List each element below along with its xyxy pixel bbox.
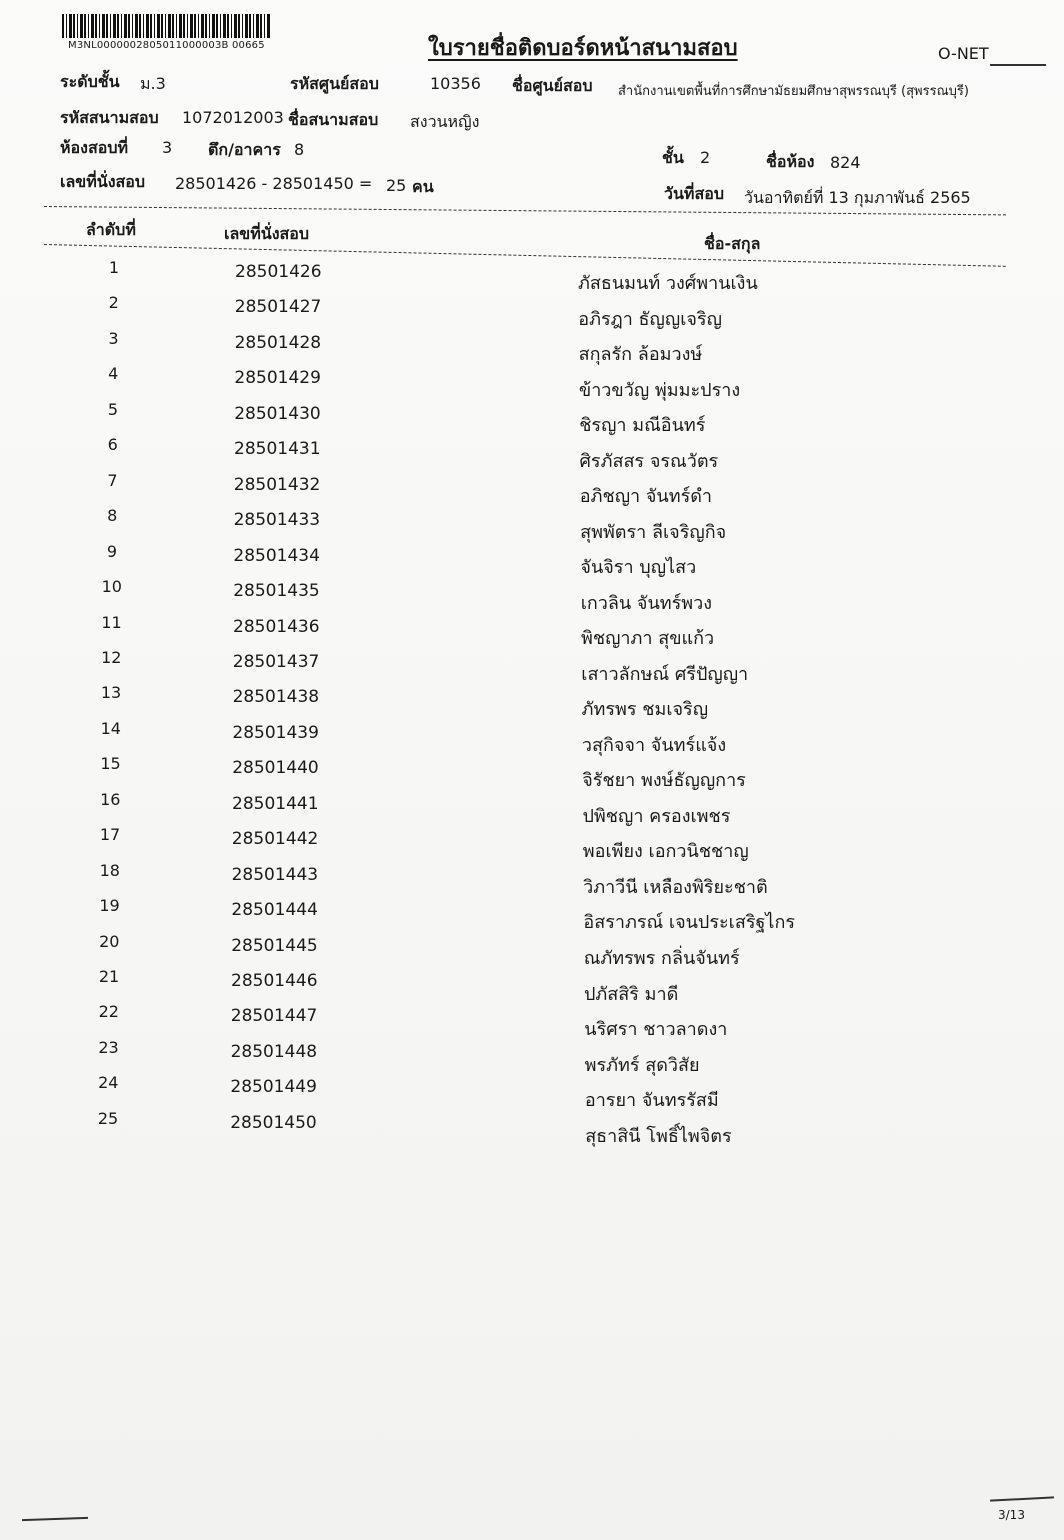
date-value: วันอาทิตย์ที่ 13 กุมภาพันธ์ 2565 [744,188,971,207]
row-student-name: พรภัทร์ สุดวิสัย [584,1054,700,1076]
row-seat-number: 28501444 [231,900,318,921]
row-student-name: สกุลรัก ล้อมวงษ์ [578,344,703,366]
row-number: 25 [97,1108,119,1128]
margin-mark [22,1517,88,1521]
row-student-name: สุธาสินี โพธิ์ไพจิตร [585,1125,732,1147]
row-number: 11 [101,612,122,632]
page-number: 3/13 [998,1508,1025,1522]
row-student-name: อภิรฎา ธัญญเจริญ [578,308,722,330]
row-student-name: ข้าวขวัญ พุ่มมะปราง [578,379,741,401]
row-seat-number: 28501449 [230,1077,317,1098]
column-header-name: ชื่อ-สกุล [704,234,761,253]
page-number-line [990,1496,1054,1501]
row-seat-number: 28501439 [232,722,319,743]
row-number: 20 [99,931,120,951]
row-seat-number: 28501432 [233,474,321,495]
row-number: 16 [100,789,121,809]
row-student-name: อภิชญา จันทร์ดำ [579,486,713,508]
row-number: 7 [107,470,118,490]
row-number: 15 [100,754,121,774]
center-name-value: สำนักงานเขตพื้นที่การศึกษามัธยมศึกษาสุพรรณบุรี (สุพรรณบุรี) [618,84,969,99]
row-seat-number: 28501427 [234,297,322,318]
row-number: 18 [99,860,120,880]
building-label: ตึก/อาคาร [208,140,281,159]
building-value: 8 [294,140,305,159]
site-name-value: สงวนหญิง [410,112,480,131]
row-seat-number: 28501429 [234,368,321,389]
row-seat-number: 28501438 [232,687,320,708]
row-number: 5 [107,399,119,419]
row-student-name: วิภาวีนี เหลืองพิริยะชาติ [583,876,768,898]
row-number: 3 [108,328,119,348]
row-seat-number: 28501433 [233,510,321,531]
row-student-name: ภัสธนมนท์ วงศ์พานเงิน [578,273,758,294]
exam-type-underline [990,64,1046,66]
row-number: 4 [108,364,119,384]
row-seat-number: 28501450 [230,1112,317,1133]
center-code-value: 10356 [430,74,481,93]
row-student-name: จิรัชยา พงษ์ธัญญการ [582,770,746,792]
row-seat-number: 28501431 [234,439,321,460]
center-name-label: ชื่อศูนย์สอบ [512,76,593,95]
row-student-name: อารยา จันทรรัสมี [584,1090,719,1112]
row-student-name: ภัทรพร ชมเจริญ [581,699,709,721]
row-seat-number: 28501437 [232,651,320,672]
row-student-name: นริศรา ชาวลาดงา [584,1019,728,1041]
row-number: 23 [98,1037,119,1057]
row-number: 22 [98,1002,119,1022]
row-student-name: เกวลิน จันทร์พวง [580,592,713,614]
row-student-name: ปพิชญา ครองเพชร [582,805,731,827]
document-title: ใบรายชื่อติดบอร์ดหน้าสนามสอบ [428,36,738,61]
room-label: ห้องสอบที่ [60,138,129,157]
row-student-name: วสุกิจจา จันทร์แจ้ง [581,734,727,756]
row-seat-number: 28501428 [234,332,322,353]
row-student-name: พอเพียง เอกวนิชชาญ [582,841,749,863]
row-seat-number: 28501430 [234,403,321,424]
level-value: ม.3 [140,74,166,93]
row-student-name: สุพพัตรา ลีเจริญกิจ [580,521,727,543]
date-label: วันที่สอบ [664,184,724,203]
row-seat-number: 28501435 [233,581,320,602]
row-number: 2 [108,293,119,313]
row-student-name: ศิรภัสสร จรณวัตร [579,450,719,472]
row-number: 12 [101,647,122,667]
row-seat-number: 28501441 [232,793,319,814]
row-student-name: ชิรญา มณีอินทร์ [579,415,706,437]
row-number: 17 [99,825,121,845]
row-number: 9 [106,541,118,561]
row-number: 21 [98,967,120,986]
floor-value: 2 [700,148,711,167]
room-name-value: 824 [830,153,861,172]
seat-label: เลขที่นั่งสอบ [60,172,146,191]
site-code-value: 1072012003 [182,108,284,127]
row-number: 6 [107,435,118,455]
row-number: 13 [100,683,122,703]
level-label: ระดับชั้น [60,72,120,91]
row-student-name: จันจิรา บุญไสว [580,557,697,579]
row-seat-number: 28501436 [233,616,320,637]
barcode-graphic [62,14,270,38]
row-seat-number: 28501446 [231,971,318,991]
row-number: 8 [107,506,118,526]
row-seat-number: 28501434 [233,545,320,566]
row-seat-number: 28501447 [230,1006,318,1027]
row-seat-number: 28501445 [231,935,318,956]
row-number: 19 [99,896,120,916]
seat-unit: คน [412,177,434,196]
column-header-no: ลำดับที่ [86,220,136,239]
seat-range: 28501426 - 28501450 = [175,174,373,193]
row-seat-number: 28501443 [231,864,319,885]
exam-type: O-NET [938,44,989,63]
room-name-label: ชื่อห้อง [766,152,815,171]
row-student-name: ปภัสสิริ มาดี [584,983,679,1005]
row-student-name: อิสราภรณ์ เจนประเสริฐไกร [583,912,796,934]
row-seat-number: 28501426 [235,262,322,282]
floor-label: ชั้น [662,148,684,167]
row-number: 14 [100,718,121,738]
site-name-label: ชื่อสนามสอบ [288,110,379,129]
row-student-name: ณภัทรพร กลิ่นจันทร์ [583,947,740,969]
column-header-seat: เลขที่นั่งสอบ [224,224,310,243]
barcode-text: M3NL0000002805011000003B 00665 [68,40,265,51]
row-seat-number: 28501448 [230,1041,318,1062]
row-seat-number: 28501442 [231,829,319,850]
center-code-label: รหัสศูนย์สอบ [290,74,379,93]
divider-header [44,244,1006,267]
seat-count: 25 [386,176,407,195]
row-number: 24 [98,1073,119,1093]
row-seat-number: 28501440 [232,758,319,779]
room-value: 3 [162,138,173,157]
row-student-name: เสาวลักษณ์ ศรีปัญญา [581,663,749,685]
row-student-name: พิชญาภา สุขแก้ว [581,628,715,650]
site-code-label: รหัสสนามสอบ [60,108,159,127]
row-number: 1 [108,258,120,277]
row-number: 10 [101,577,122,597]
